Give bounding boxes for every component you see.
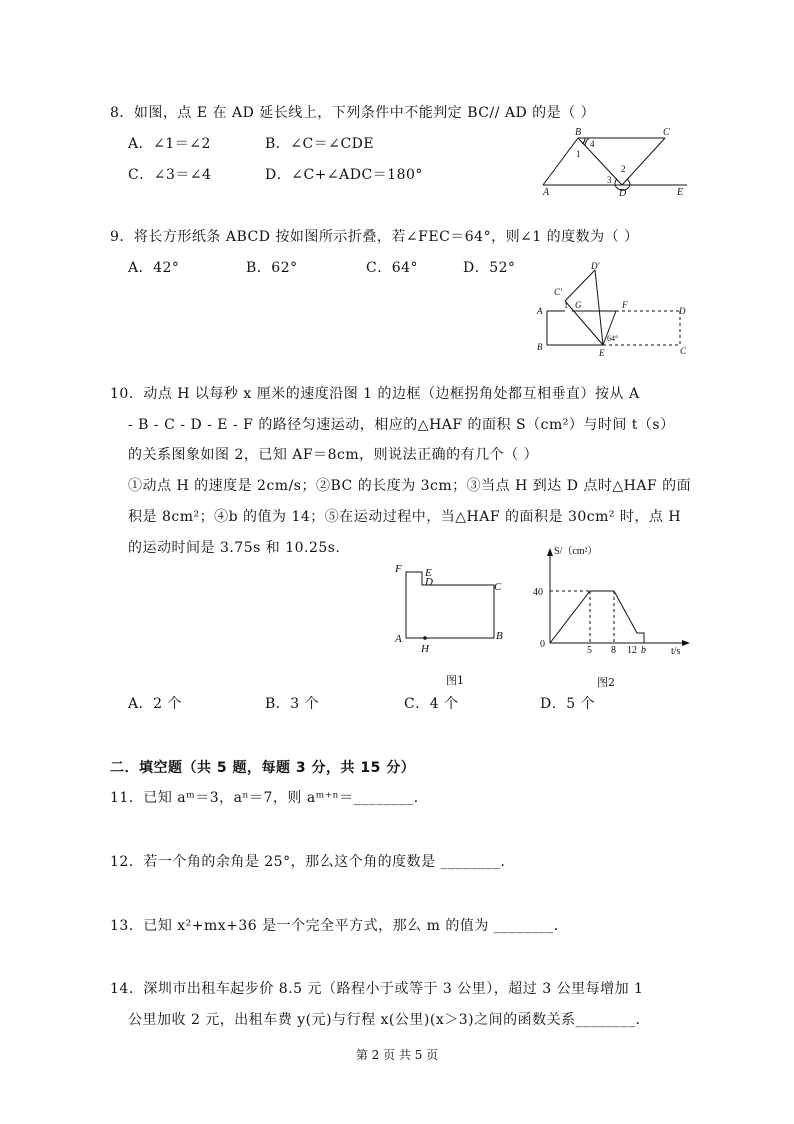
q8-label-c: C [663,127,670,138]
q9-label-b: B [537,342,543,352]
q13: 13．已知 x²+mx+36 是一个完全平方式，那么 m 的值为 ________． [110,918,569,934]
q8-option-c: C．∠3＝∠4 [128,167,212,183]
q10-option-d: D．5 个 [540,696,596,712]
q9-option-c: C．64° [366,260,419,276]
q8-angle-2: 2 [621,164,626,174]
q9-label-d-prime: D′ [591,261,600,271]
q9-label-c-prime: C′ [554,287,562,297]
q10-x-label: t/s [671,646,681,657]
q9-label-g: G [575,300,582,310]
q11: 11．已知 aᵐ＝3，aⁿ＝7，则 aᵐ⁺ⁿ＝________． [110,790,429,806]
q9-label-d: D [679,306,686,316]
q9-option-b: B．62° [246,260,298,276]
q10-option-b: B．3 个 [265,696,320,712]
q10-label-h: H [421,643,429,655]
q10-figure-2 [530,540,700,660]
q10-label-f: F [395,563,402,575]
q10-tick-8: 8 [611,645,616,656]
q10-label-a: A [395,633,402,645]
q10-label-b: B [496,630,503,642]
q10-line-2: - B - C - D - E - F 的路径匀速运动，相应的△HAF 的面积 S（cm²）与时间 t（s） [128,417,675,433]
page-footer: 第 2 页 共 5 页 [355,1048,439,1062]
q9-option-a: A．42° [128,260,180,276]
q9-figure [535,258,695,358]
q10-line-3: 的关系图象如图 2，已知 AF＝8cm，则说法正确的有几个（ ） [128,447,539,463]
q10-label-c: C [494,581,502,593]
q8-line-ab [543,138,578,185]
q10-line-6: 的运动时间是 3.75s 和 10.25s. [128,540,341,556]
q10-line-5: 积是 8cm²；④b 的值为 14；⑤在运动过程中，当△HAF 的面积是 30cm² 时，点 H [128,509,682,525]
q10-label-d: D [425,576,433,588]
q8-angle-1: 1 [576,149,581,159]
q10-graph [550,591,644,643]
q8-line-cd [622,138,665,185]
q14-line-1: 14．深圳市出租车起步价 8.5 元（路程小于或等于 3 公里），超过 3 公里每增加 1 [110,981,644,997]
q10-tick-b: b [641,645,646,656]
q9-angle-64: 64° [607,334,619,343]
q10-tick-5: 5 [587,645,592,656]
q10-y-label: S/（cm²） [554,546,598,557]
q10-option-a: A．2 个 [128,696,182,712]
q8-stem: 8．如图，点 E 在 AD 延长线上，下列条件中不能判定 BC// AD 的是（ ） [110,105,596,121]
q10-point-h [423,636,427,640]
q9-stem: 9．将长方形纸条 ABCD 按如图所示折叠，若∠FEC＝64°，则∠1 的度数为（ ） [110,229,639,245]
q9-angle-1: 1 [564,301,568,310]
q8-label-e: E [677,187,684,198]
q10-figure-1 [392,560,517,656]
q9-label-e: E [599,348,605,358]
q8-angle-3: 3 [607,175,612,185]
q8-label-a: A [543,187,550,198]
q10-tick-40: 40 [533,587,543,598]
q12: 12．若一个角的余角是 25°，那么这个角的度数是 ________． [110,854,516,870]
q8-option-a: A．∠1＝∠2 [128,136,211,152]
q8-angle-4: 4 [590,139,595,149]
q14-line-2: 公里加收 2 元，出租车费 y(元)与行程 x(公里)(x＞3)之间的函数关系________． [128,1012,651,1028]
q10-option-c: C．4 个 [404,696,459,712]
q10-origin: 0 [540,639,545,650]
q8-option-b: B．∠C＝∠CDE [265,136,375,152]
q9-label-c: C [680,346,687,356]
q10-label-e: E [425,567,432,579]
q10-figure-1-caption: 图1 [446,674,464,687]
q9-label-f: F [622,300,628,310]
q8-figure [535,126,695,198]
q10-line-4: ①动点 H 的速度是 2cm/s；②BC 的长度为 3cm；③当点 H 到达 D 点时△HAF 的面 [128,478,692,494]
section-2-heading: 二．填空题（共 5 题，每题 3 分，共 15 分） [110,760,416,776]
q10-frame [406,572,494,638]
q9-left-part [547,311,603,345]
q8-label-b: B [575,127,582,138]
q10-tick-12: 12 [627,645,637,656]
q10-figure-2-caption: 图2 [597,676,615,689]
q8-option-d: D．∠C+∠ADC＝180° [265,167,423,183]
q8-label-d: D [619,188,627,198]
q9-label-a: A [537,306,543,316]
q9-option-d: D．52° [463,260,516,276]
q10-line-1: 10．动点 H 以每秒 x 厘米的速度沿图 1 的边框（边框拐角处都互相垂直）按从 A [110,386,640,402]
